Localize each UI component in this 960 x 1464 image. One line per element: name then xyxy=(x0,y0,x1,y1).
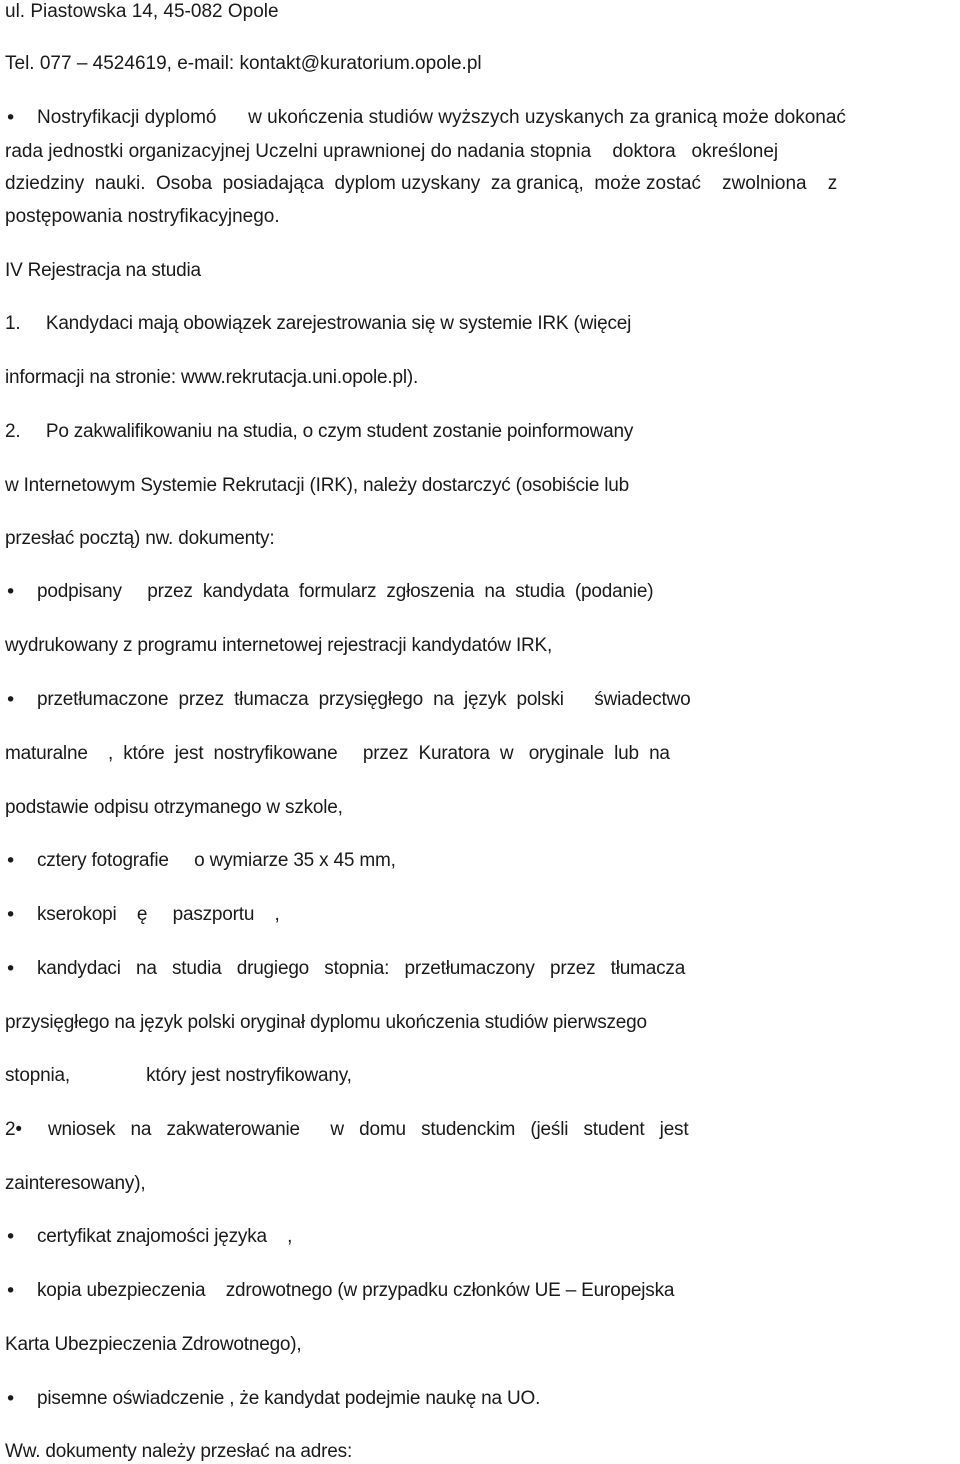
section-item-2-line-3: przesłać pocztą) nw. dokumenty: xyxy=(5,528,275,549)
bullet-icon: • xyxy=(5,1280,17,1302)
document-5-line-2: przysięgłego na język polski oryginał dyplomu ukończenia studiów pierwszego xyxy=(5,1012,647,1033)
document-3: cztery fotografie o wymiarze 35 x 45 mm, xyxy=(37,850,396,871)
section-item-2-line-2: w Internetowym Systemie Rekrutacji (IRK), należy dostarczyć (osobiście lub xyxy=(5,475,630,496)
bullet-icon: • xyxy=(5,850,17,872)
document-6-prefix: 2• xyxy=(5,1119,22,1140)
bullet-icon: • xyxy=(5,904,17,926)
section-title: IV Rejestracja na studia xyxy=(5,260,201,281)
nostrification-line-4: postępowania nostryfikacyjnego. xyxy=(5,206,280,227)
document-8-line-2: Karta Ubezpieczenia Zdrowotnego), xyxy=(5,1334,302,1355)
bullet-icon: • xyxy=(5,689,17,711)
document-6-line-1: wniosek na zakwaterowanie w domu studenckim (jeśli student jest xyxy=(48,1119,689,1140)
bullet-icon: • xyxy=(5,1226,17,1248)
bullet-icon: • xyxy=(5,581,17,603)
header-contact: Tel. 077 – 4524619, e-mail: kontakt@kuratorium.opole.pl xyxy=(5,53,482,74)
document-1-line-1: podpisany przez kandydata formularz zgłoszenia na studia (podanie) xyxy=(37,581,654,602)
nostrification-line-2: rada jednostki organizacyjnej Uczelni uprawnionej do nadania stopnia doktora określonej xyxy=(5,141,779,162)
document-2-line-2: maturalne , które jest nostryfikowane przez Kuratora w oryginale lub na xyxy=(5,743,670,764)
nostrification-line-3: dziedziny nauki. Osoba posiadająca dyplom uzyskany za granicą, może zostać zwolniona z xyxy=(5,173,838,194)
document-2-line-1: przetłumaczone przez tłumacza przysięgłego na język polski świadectwo xyxy=(37,689,691,710)
header-address: ul. Piastowska 14, 45-082 Opole xyxy=(5,1,279,22)
document-2-line-3: podstawie odpisu otrzymanego w szkole, xyxy=(5,797,343,818)
bullet-icon: • xyxy=(5,958,17,980)
document-7: certyfikat znajomości języka , xyxy=(37,1226,293,1247)
document-6-line-2: zainteresowany), xyxy=(5,1173,146,1194)
document-4: kserokopi ę paszportu , xyxy=(37,904,280,925)
document-1-line-2: wydrukowany z programu internetowej rejestracji kandydatów IRK, xyxy=(5,635,553,656)
bullet-icon: • xyxy=(5,1388,17,1410)
section-item-1-line-1: 1. Kandydaci mają obowiązek zarejestrowania się w systemie IRK (więcej xyxy=(5,313,632,334)
bullet-icon: • xyxy=(5,107,17,129)
nostrification-line-1: Nostryfikacji dyplomó w ukończenia studiów wyższych uzyskanych za granicą może dokonać xyxy=(37,107,846,128)
section-item-2-line-1: 2. Po zakwalifikowaniu na studia, o czym student zostanie poinformowany xyxy=(5,421,634,442)
section-item-1-line-2: informacji na stronie: www.rekrutacja.uni.opole.pl). xyxy=(5,367,419,388)
footer-text: Ww. dokumenty należy przesłać na adres: xyxy=(5,1441,353,1462)
document-8-line-1: kopia ubezpieczenia zdrowotnego (w przypadku członków UE – Europejska xyxy=(37,1280,675,1301)
document-5-line-1: kandydaci na studia drugiego stopnia: przetłumaczony przez tłumacza xyxy=(37,958,686,979)
document-5-line-3: stopnia, który jest nostryfikowany, xyxy=(5,1065,352,1086)
document-9: pisemne oświadczenie , że kandydat podejmie naukę na UO. xyxy=(37,1388,541,1409)
